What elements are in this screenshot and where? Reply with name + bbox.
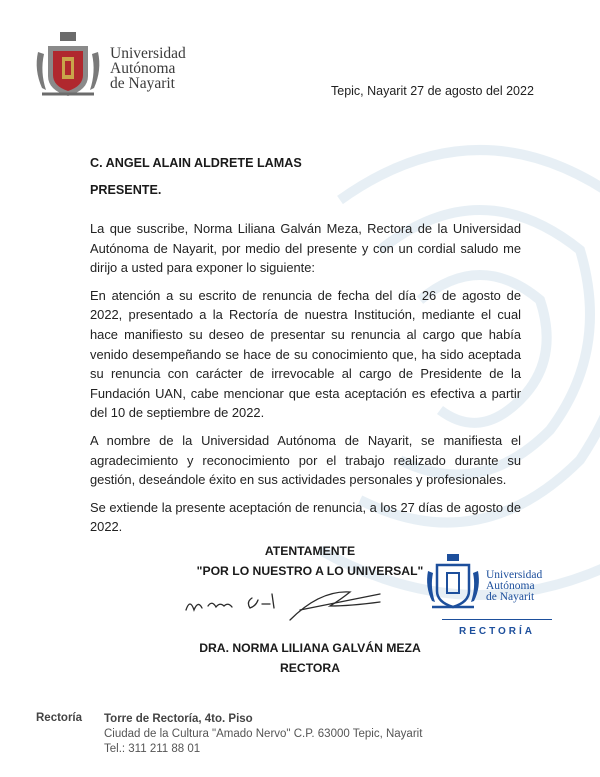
footer-address-line2: Ciudad de la Cultura "Amado Nervo" C.P. 63000 Tepic, Nayarit xyxy=(104,728,423,740)
footer-phone: Tel.: 311 211 88 01 xyxy=(104,743,201,755)
seal-name-line3: de Nayarit xyxy=(486,591,535,603)
seal-crest-icon xyxy=(424,553,482,611)
signer-name: DRA. NORMA LILIANA GALVÁN MEZA xyxy=(199,641,421,655)
letter-body xyxy=(90,219,521,545)
university-name-line3: de Nayarit xyxy=(110,75,175,92)
recipient-salutation: PRESENTE. xyxy=(90,183,162,197)
seal-university-name xyxy=(486,570,542,603)
footer-address xyxy=(104,712,484,757)
seal-divider xyxy=(442,619,552,620)
university-name-line2: Autónoma xyxy=(110,60,176,77)
university-logo xyxy=(32,30,232,100)
closing-line1: ATENTAMENTE xyxy=(264,544,356,558)
university-name-line1: Universidad xyxy=(110,45,186,62)
signer-block xyxy=(190,638,430,678)
recipient-block xyxy=(90,150,302,204)
closing-motto: "POR LO NUESTRO A LO UNIVERSAL" xyxy=(196,564,424,578)
footer-label: Rectoría xyxy=(36,712,83,724)
seal-name-line1: Universidad xyxy=(486,569,543,581)
recipient-name: C. ANGEL ALAIN ALDRETE LAMAS xyxy=(90,156,302,170)
body-paragraph: A nombre de la Universidad Autónoma de Nayarit, se manifiesta el agradecimiento y reconocimiento por el trabajo realizado durante su gestión, deseándole éxito en sus actividades personales y profesionales. xyxy=(90,432,521,488)
rectoria-seal xyxy=(424,553,574,643)
footer-address-line1: Torre de Rectoría, 4to. Piso xyxy=(104,713,253,725)
letter-date: Tepic, Nayarit 27 de agosto del 2022 xyxy=(331,84,534,98)
handwritten-signature xyxy=(180,580,390,628)
signer-title: RECTORA xyxy=(279,661,341,675)
seal-department: RECTORÍA xyxy=(458,626,536,637)
university-name xyxy=(110,46,186,91)
seal-name-line2: Autónoma xyxy=(486,580,535,592)
closing-block xyxy=(190,541,430,581)
university-crest-icon xyxy=(32,30,104,100)
body-paragraph: Se extiende la presente aceptación de renuncia, a los 27 días de agosto de 2022. xyxy=(90,499,521,535)
body-paragraph: La que suscribe, Norma Liliana Galván Meza, Rectora de la Universidad Autónoma de Nayarit, por medio del presente y con un cordial saludo me dirijo a usted para exponer lo siguiente: xyxy=(90,221,521,276)
body-paragraph: En atención a su escrito de renuncia de fecha del día 26 de agosto de 2022, presentado a la Rectoría de nuestra Institución, mediante el cual hace manifiesto su deseo de presentar su renuncia al cargo que había venido desempeñando se hace de su conocimiento que, ha sido aceptada su renuncia con carácter de irrevocable al cargo de Presidente de la Fundación UAN, cabe mencionar que esta aceptación es efectiva a partir del 10 de septiembre de 2022. xyxy=(90,287,521,421)
